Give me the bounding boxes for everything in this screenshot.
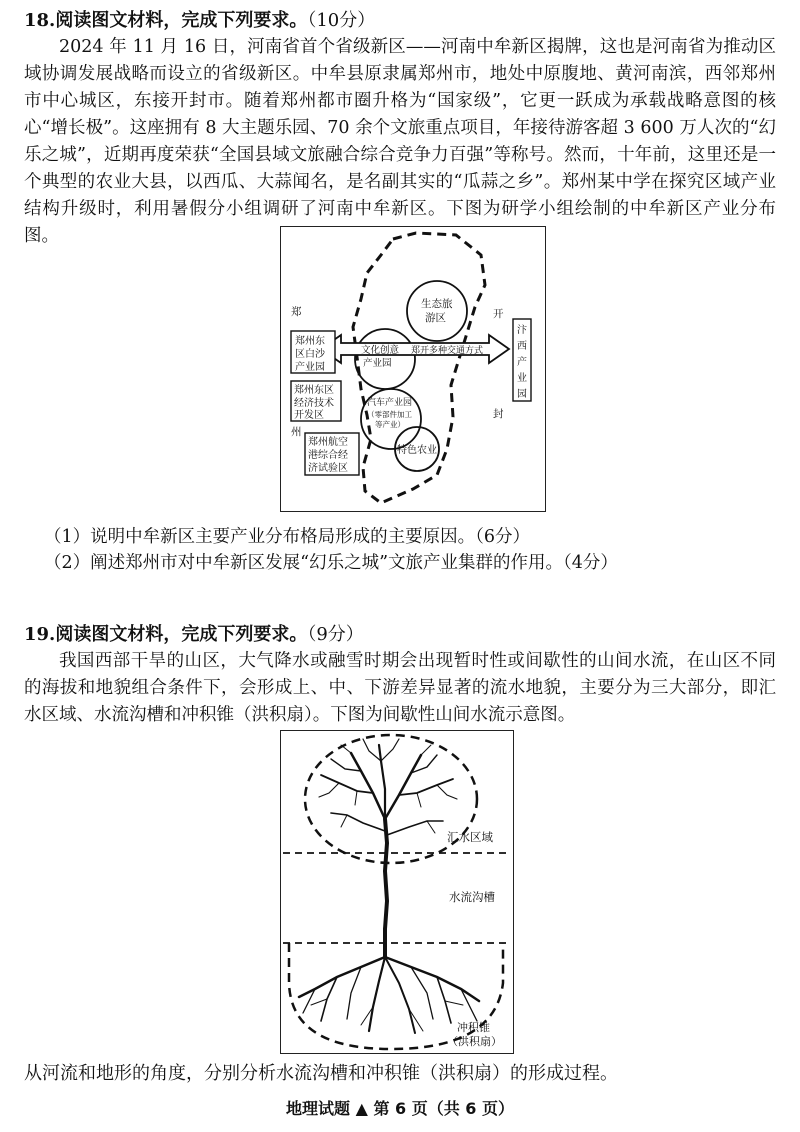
label-feng: 封 [493, 408, 504, 420]
label-auto-3: 等产业） [375, 420, 405, 429]
label-catchment: 汇水区域 [447, 830, 493, 844]
label-box3-1: 郑州航空 [308, 437, 348, 448]
label-fan-1: 冲积锥 [457, 1021, 490, 1034]
label-zhou: 州 [291, 426, 302, 438]
q19-title [24, 622, 364, 648]
q18-sub2: （2）阐述郑州市对中牟新区发展“幻乐之城”文旅产业集群的作用。（4分） [44, 553, 618, 573]
q18-sub1: （1）说明中牟新区主要产业分布格局形成的主要原因。（6分） [44, 527, 531, 547]
label-box1-1: 郑州东 [295, 336, 325, 347]
lower-distributaries [299, 929, 479, 1033]
label-arrow: 郑开多种交通方式 [411, 346, 484, 356]
label-box4-1: 汴 [517, 325, 527, 336]
label-box1-3: 产业园 [295, 362, 325, 373]
label-box3-3: 济试验区 [308, 463, 348, 474]
label-fan-2: （洪积扇） [447, 1035, 502, 1048]
label-box4-2: 西 [517, 341, 527, 352]
label-culture-2: 产业园 [363, 358, 392, 369]
page-footer: 地理试题 ▲ 第 6 页（共 6 页） [286, 1099, 514, 1118]
industry-map [280, 226, 546, 512]
label-auto-2: （零部件加工 [367, 410, 412, 419]
label-box4-3: 产 [517, 357, 527, 368]
label-eco-1: 生态旅 [421, 298, 453, 310]
label-box3-2: 港综合经 [308, 450, 348, 461]
label-zheng: 郑 [291, 306, 302, 318]
label-agri: 特色农业 [397, 445, 437, 456]
label-box2-1: 郑州东区 [294, 385, 334, 396]
q18-title [24, 8, 375, 34]
label-eco-2: 游区 [425, 312, 446, 324]
label-box4-4: 业 [517, 373, 527, 384]
q19-question: 从河流和地形的角度，分别分析水流沟槽和冲积锥（洪积扇）的形成过程。 [24, 1063, 618, 1084]
q19-score: （9分） [307, 624, 364, 645]
label-box4-5: 园 [517, 389, 527, 400]
stream-diagram-svg [281, 731, 513, 1053]
label-box2-3: 开发区 [294, 410, 324, 421]
label-channel: 水流沟槽 [449, 890, 495, 904]
stream-diagram [280, 730, 514, 1054]
q19-title-text: 19.阅读图文材料，完成下列要求。 [24, 624, 308, 645]
label-culture-1: 文化创意 [361, 345, 400, 356]
eco-circle [407, 281, 467, 341]
label-box2-2: 经济技术 [294, 398, 334, 409]
industry-map-svg [281, 227, 545, 511]
label-box1-2: 区白沙 [295, 349, 325, 360]
label-auto-1: 汽车产业园 [367, 398, 413, 408]
q18-title-text: 18.阅读图文材料，完成下列要求。 [24, 10, 308, 31]
label-kai: 开 [493, 308, 504, 320]
q18-score: （10分） [307, 10, 376, 31]
upper-tributaries [319, 739, 457, 929]
q18-passage: 2024 年 11 月 16 日，河南省首个省级新区——河南中牟新区揭牌，这也是河南省为推动区域协调发展战略而设立的省级新区。中牟县原隶属郑州市，地处中原腹地、黄河南滨，西邻郑州市中心城区，东接开封市。随着郑州都市圈升格为“国家级”，它更一跃成为承载战略意图的核心“增长极”。这座拥有 8 大主题乐园、70 余个文旅重点项目，年接待游客超 3 600 万人次的“幻乐之城”，近期再度荣获“全国县域文旅融合综合竞争力百强”等称号。然而，十年前，这里还是一个典型的农业大县，以西瓜、大蒜闻名，是名副其实的“瓜蒜之乡”。郑州某中学在探究区域产业结构升级时，利用暑假分小组调研了河南中牟新区。下图为研学小组绘制的中牟新区产业分布图。 [24, 37, 776, 246]
q19-passage: 我国西部干旱的山区，大气降水或融雪时期会出现暂时性或间歇性的山间水流，在山区不同的海拔和地貌组合条件下，会形成上、中、下游差异显著的流水地貌，主要分为三大部分，即汇水区域、水流沟槽和冲积锥（洪积扇）。下图为间歇性山间水流示意图。 [24, 651, 776, 725]
